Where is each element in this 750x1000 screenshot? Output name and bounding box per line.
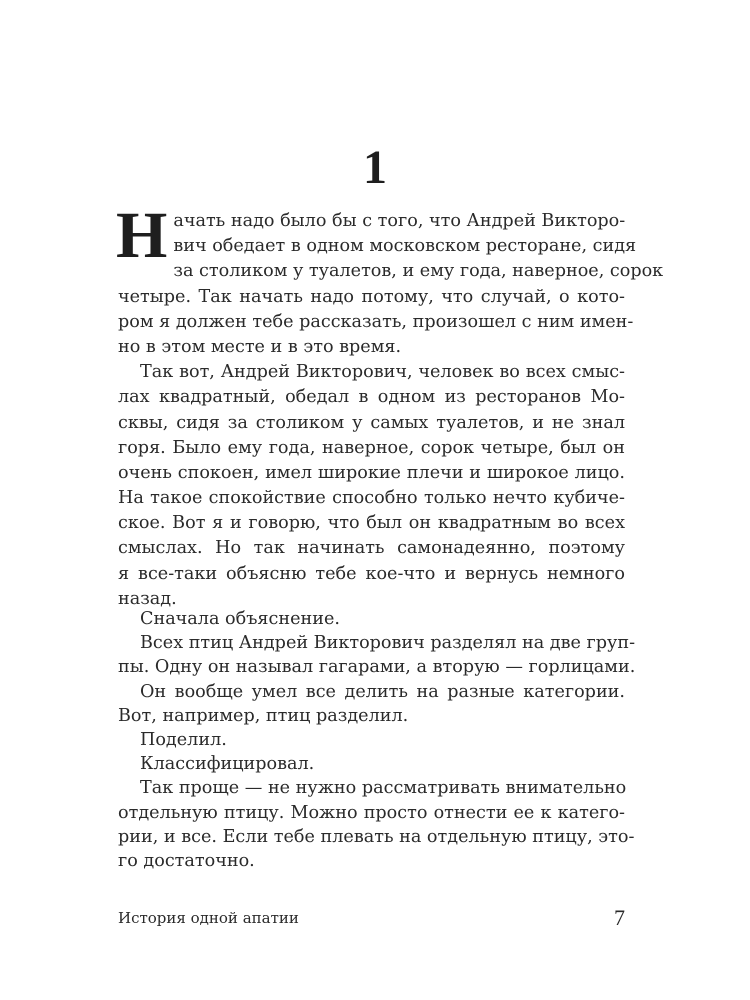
text-line: но в этом месте и в это время.	[118, 336, 402, 357]
text-line: назад.	[118, 588, 177, 609]
text-line: горя. Было ему года, наверное, сорок четыре, был он	[118, 437, 625, 458]
text-line: Он вообще умел все делить на разные категории.	[140, 681, 625, 702]
text-line: пы. Одну он называл гагарами, а вторую — горлицами.	[118, 657, 636, 678]
text-line: отдельную птицу. Можно просто отнести ее к катего-	[118, 802, 625, 823]
text-line: Классифицировал.	[140, 754, 315, 775]
text-line: очень спокоен, имел широкие плечи и широкое лицо.	[118, 462, 625, 483]
text-line: рии, и все. Если тебе плевать на отдельную птицу, это-	[118, 826, 635, 847]
text-line: го достаточно.	[118, 850, 255, 871]
text-line: Всех птиц Андрей Викторович разделял на две груп-	[140, 633, 636, 654]
section-2	[118, 607, 636, 873]
text-line: вич обедает в одном московском ресторане, сидя	[173, 236, 637, 257]
section-1	[116, 199, 664, 612]
text-line: ачать надо было бы с того, что Андрей Викторо-	[173, 211, 626, 231]
text-line: Так вот, Андрей Викторович, человек во всех смыс-	[140, 362, 625, 383]
text-line: Поделил.	[140, 729, 227, 750]
text-line: за столиком у туалетов, и ему года, наверное, сорок	[173, 261, 664, 282]
text-line: четыре. Так начать надо потому, что случай, о кото-	[118, 286, 625, 307]
text-line: ское. Вот я и говорю, что был он квадратным во всех	[118, 513, 625, 534]
text-line: я все-таки объясню тебе кое-что и вернусь немного	[118, 563, 625, 584]
text-line: Так проще — не нужно рассматривать внимательно	[140, 778, 627, 799]
chapter-number: 1	[363, 141, 387, 194]
page-number: 7	[614, 905, 625, 930]
text-line: Сначала объяснение.	[140, 609, 340, 629]
text-line: Вот, например, птиц разделил.	[118, 705, 409, 726]
text-line: смыслах. Но так начинать самонадеянно, поэтому	[118, 538, 625, 559]
text-line: ром я должен тебе рассказать, произошел с ним имен-	[118, 311, 634, 332]
text-line: лах квадратный, обедал в одном из ресторанов Мо-	[118, 387, 625, 408]
running-title: История одной апатии	[118, 909, 299, 927]
text-line: На такое спокойствие способно только нечто кубиче-	[118, 488, 625, 509]
text-line: сквы, сидя за столиком у самых туалетов, и не знал	[118, 412, 625, 433]
body-text	[116, 199, 664, 612]
drop-cap: Н	[116, 199, 168, 272]
